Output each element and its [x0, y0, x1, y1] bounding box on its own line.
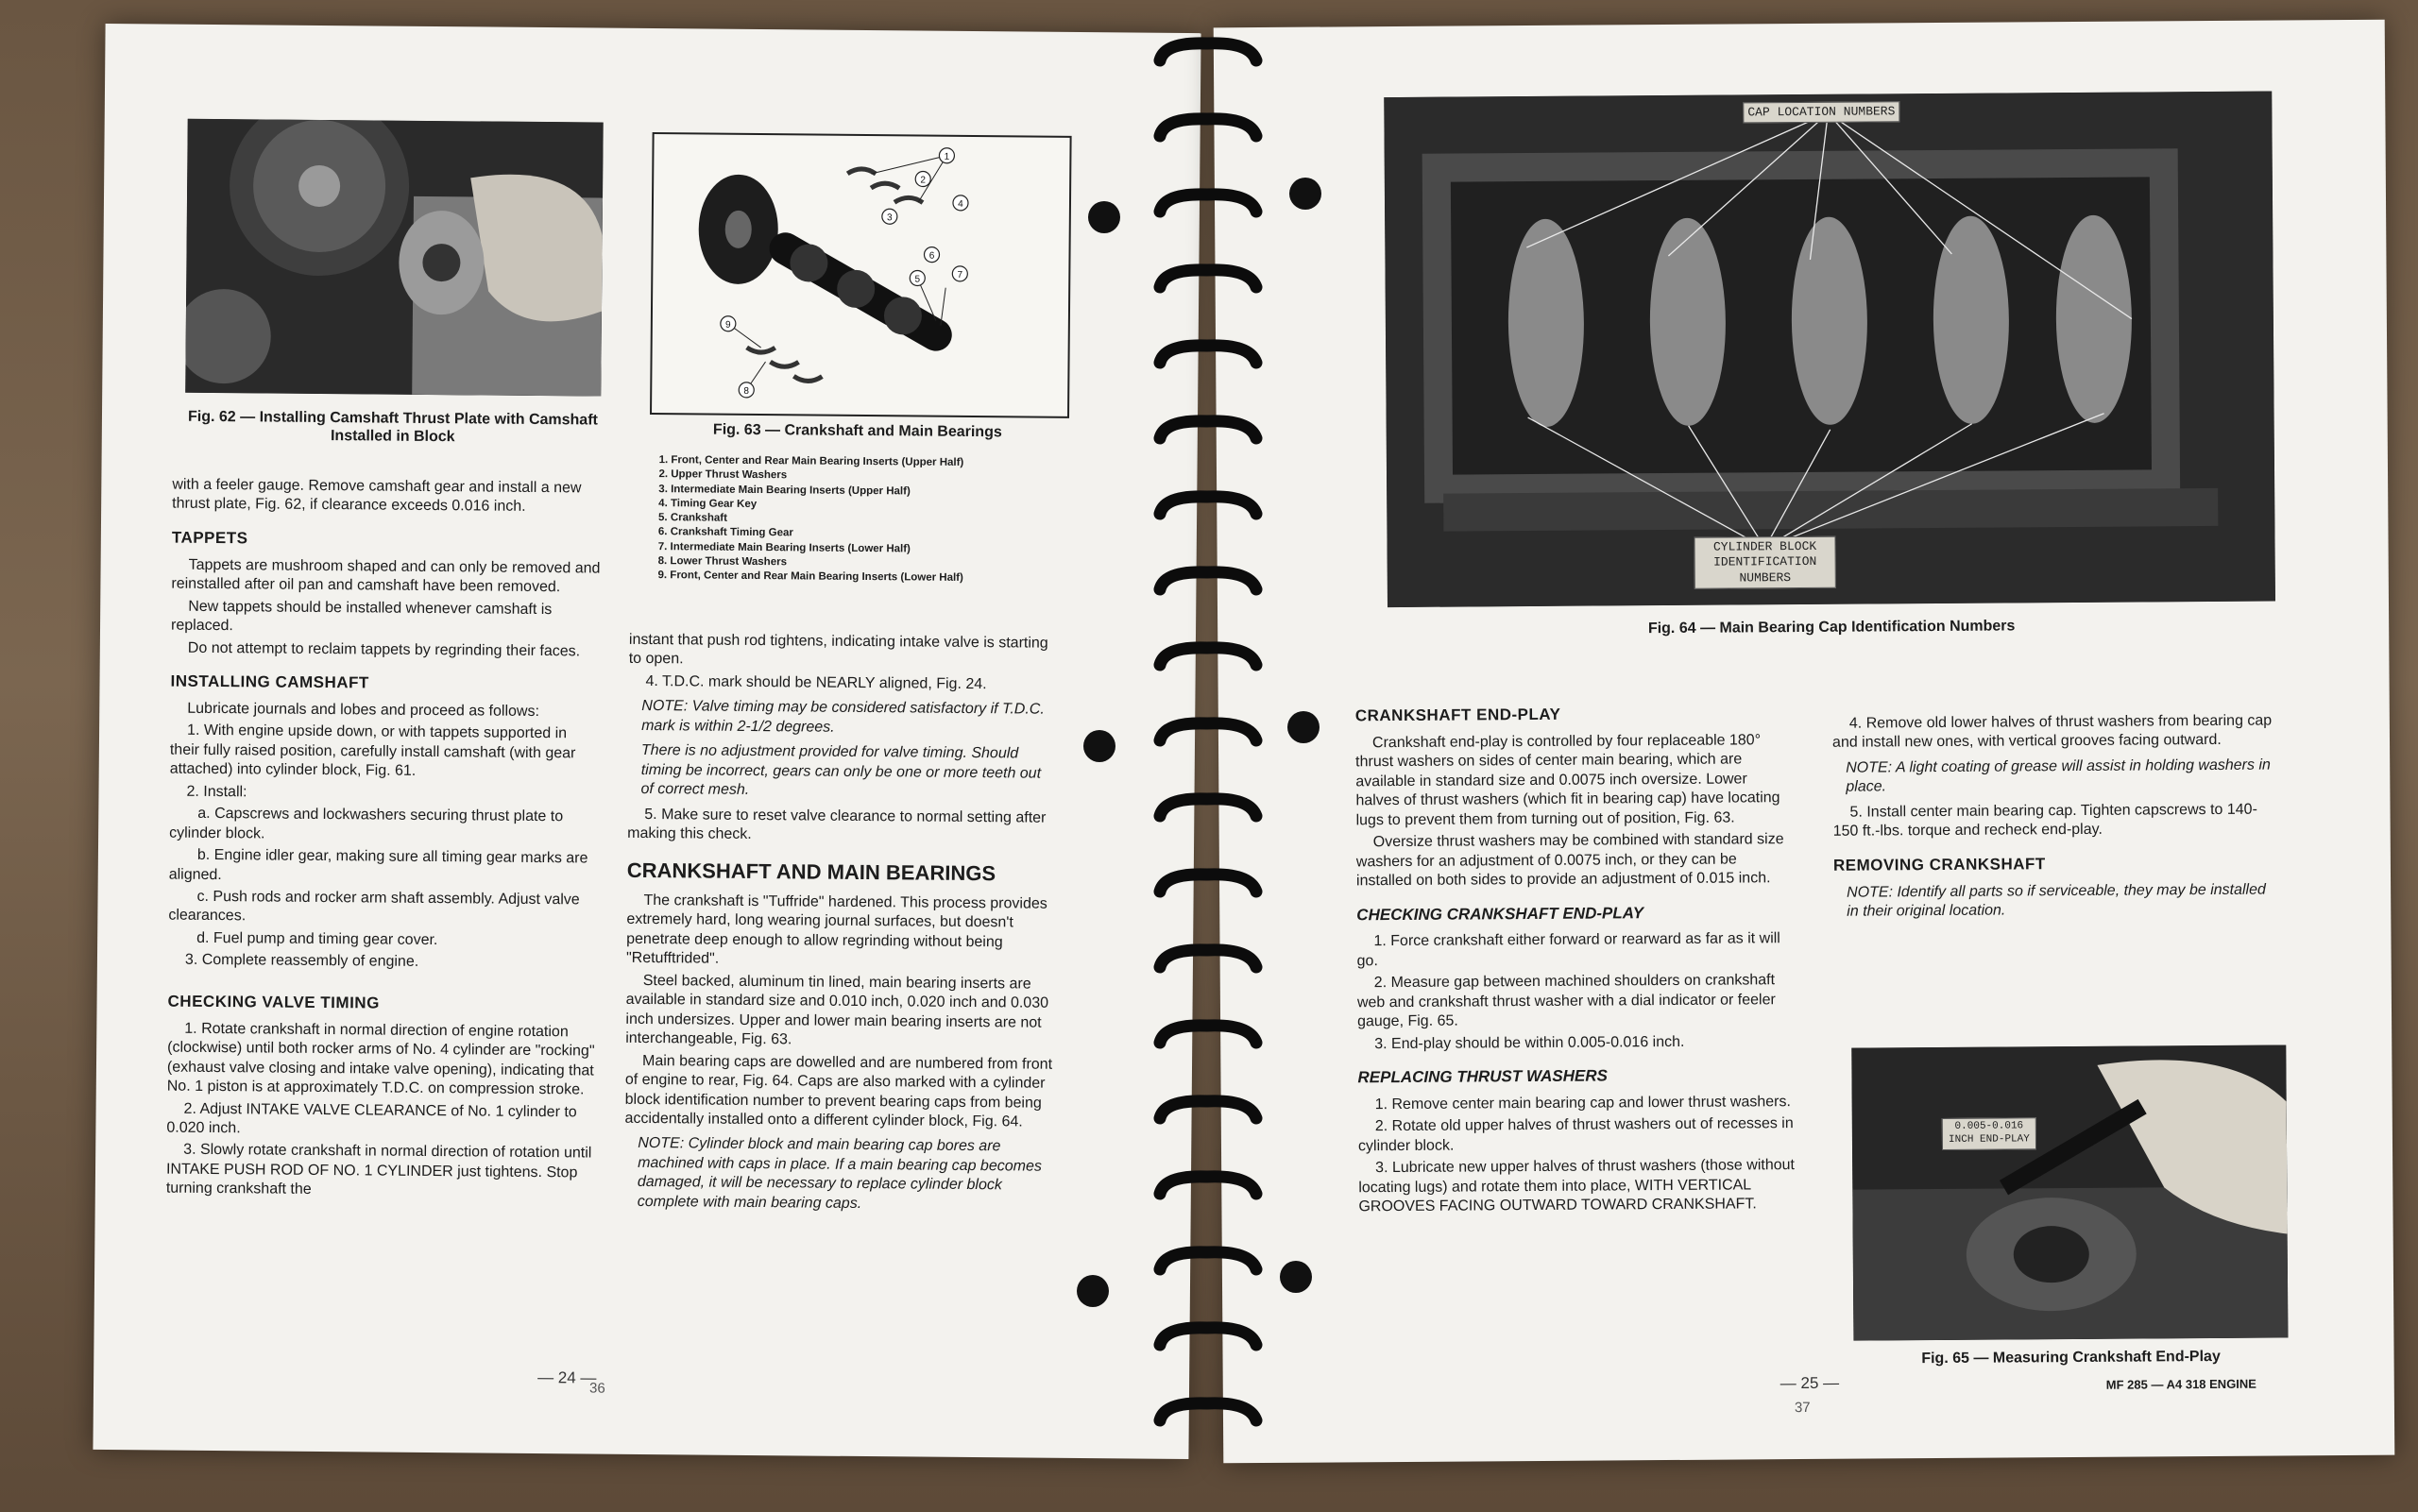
handwritten-page-number: 37: [1794, 1399, 1811, 1417]
binding-coil: [1160, 195, 1256, 212]
paragraph: Main bearing caps are dowelled and are numbered from front of engine to rear, Fig. 64. Caps are also marked with a cylinder block identification number to prevent bearing caps from being accidentally installed onto a different cylinder block, Fig. 64.: [624, 1052, 1053, 1130]
left-column-2: [624, 631, 1059, 1221]
binding-coil: [1160, 421, 1256, 438]
punch-hole: [1287, 711, 1320, 743]
paragraph: Crankshaft end-play is controlled by four replaceable 180° thrust washers on sides of center main bearing, which are available in standard size and 0.0075 inch oversize. Lower halves of thrust washers (which fit in bearing cap) have locating lugs to prevent them from turning out of position, Fig. 63.: [1355, 732, 1780, 828]
fig62-photo: [185, 119, 604, 397]
fig63-callout-9: 9: [725, 319, 731, 331]
note: NOTE: Identify all parts so if serviceable, they may be installed in their original location.: [1847, 881, 2266, 920]
fig64-caption: Fig. 64 — Main Bearing Cap Identification Numbers: [1647, 618, 2016, 637]
fig65-photo: [1851, 1045, 2288, 1340]
right-page: [1214, 20, 2395, 1464]
punch-hole: [1280, 1261, 1312, 1293]
fig64-photo: [1384, 92, 2275, 608]
binding-coil: [1160, 1252, 1256, 1269]
heading-checking-crankshaft-end-play: CHECKING CRANKSHAFT END-PLAY: [1356, 903, 1644, 924]
binding-coil: [1160, 1101, 1256, 1118]
binding-coil: [1160, 1403, 1256, 1420]
fig63-diagram: [650, 132, 1072, 418]
paragraph: instant that push rod tightens, indicating intake valve is starting to open.: [628, 631, 1048, 668]
paragraph: 4. T.D.C. mark should be NEARLY aligned, Fig. 24.: [645, 672, 987, 693]
left-page: [93, 24, 1200, 1459]
paragraph: 3. Lubricate new upper halves of thrust washers (those without locating lugs) and rotate them into place, WITH VERTICAL GROOVES FACING OUTWARD TOWARD CRANKSHAFT.: [1358, 1157, 1795, 1215]
binding-coil: [1160, 270, 1256, 287]
page-number: — 24 —: [537, 1368, 597, 1387]
fig63-callout-2: 2: [920, 175, 927, 186]
end-play-label: 0.005-0.016 INCH END-PLAY: [1942, 1117, 2036, 1149]
fig63-callout-8: 8: [743, 385, 750, 397]
end-play-measurement-illustration: [1851, 1045, 2288, 1340]
legend-item: 8. Lower Thrust Washers: [657, 555, 788, 569]
fig63-callout-3: 3: [887, 212, 893, 224]
binding-coil: [1160, 875, 1256, 892]
heading-installing-camshaft: INSTALLING CAMSHAFT: [170, 671, 369, 692]
legend-item: 1. Front, Center and Rear Main Bearing Inserts (Upper Half): [658, 454, 964, 468]
paragraph: 1. Force crankshaft either forward or rearward as far as it will go.: [1356, 930, 1780, 970]
heading-crankshaft-main-bearings: CRANKSHAFT AND MAIN BEARINGS: [626, 858, 996, 885]
fig62-caption: Fig. 62 — Installing Camshaft Thrust Plate with Camshaft Installed in Block: [187, 408, 598, 446]
paragraph: 1. With engine upside down, or with tappets supported in their fully raised position, carefully install camshaft (with gear attached) into cylinder block, Fig. 61.: [169, 722, 576, 780]
paragraph: b. Engine idler gear, making sure all timing gear marks are aligned.: [168, 846, 588, 883]
legend-item: 3. Intermediate Main Bearing Inserts (Upper Half): [658, 483, 911, 497]
paragraph: 1. Rotate crankshaft in normal direction of engine rotation (clockwise) until both rocker arms of No. 4 cylinder are "rocking" (exhaust valve closing and intake valve opening), indicating that No. 1 piston is at approximately T.D.C. on compression stroke.: [166, 1020, 595, 1098]
cylinder-block-id-label: CYLINDER BLOCK IDENTIFICATION NUMBERS: [1694, 536, 1835, 589]
heading-replacing-thrust-washers: REPLACING THRUST WASHERS: [1357, 1066, 1609, 1087]
paragraph: Do not attempt to reclaim tappets by regrinding their faces.: [187, 639, 581, 659]
legend-item: 5. Crankshaft: [658, 512, 727, 524]
binding-coil: [1160, 950, 1256, 967]
handwritten-page-number: 36: [588, 1380, 605, 1397]
punch-hole: [1083, 730, 1115, 762]
fig63-legend: [657, 453, 1074, 586]
paragraph: Steel backed, aluminum tin lined, main bearing inserts are available in standard size and 0.010 inch, 0.020 inch and 0.030 inch undersizes. Upper and lower main bearing inserts are not interchangeable, Fig. 63.: [625, 972, 1049, 1048]
fig65-caption: Fig. 65 — Measuring Crankshaft End-Play: [1921, 1348, 2221, 1368]
paragraph: The crankshaft is "Tuffride" hardened. This process provides extremely hard, long wearing journal surfaces, but doesn't penetrate deep enough to allow regrinding without being "Retufftrided".: [625, 892, 1047, 967]
paragraph: Oversize thrust washers may be combined with standard size washers for an adjustment of 0.0075 inch, or they can be installed on both sides to provide an adjustment of 0.015 inch.: [1355, 831, 1784, 890]
left-column-1: [166, 476, 603, 1206]
fig63-callout-7: 7: [957, 269, 963, 280]
fig63-callout-5: 5: [914, 274, 921, 285]
binding-coil: [1160, 799, 1256, 816]
binding-coil: [1160, 43, 1256, 60]
paragraph: 2. Install:: [186, 783, 247, 800]
legend-item: 6. Crankshaft Timing Gear: [657, 526, 793, 539]
binding-coils: [1141, 28, 1273, 1502]
note: There is no adjustment provided for valve timing. Should timing be incorrect, gears can only be one or more teeth out of correct mesh.: [640, 742, 1042, 799]
right-column-2: [1832, 712, 2278, 928]
heading-removing-crankshaft: REMOVING CRANKSHAFT: [1832, 855, 2046, 875]
note: NOTE: A light coating of grease will assist in holding washers in place.: [1846, 756, 2271, 796]
page-number: — 25 —: [1779, 1373, 1840, 1393]
paragraph: 3. Slowly rotate crankshaft in normal direction of rotation until INTAKE PUSH ROD OF NO. 1 CYLINDER just tightens. Stop turning crankshaft the: [165, 1142, 592, 1198]
paragraph: 5. Install center main bearing cap. Tighten capscrews to 140-150 ft.-lbs. torque and recheck end-play.: [1832, 801, 2257, 841]
binding-coil: [1160, 1177, 1256, 1194]
punch-hole: [1088, 201, 1120, 233]
paragraph: 3. End-play should be within 0.005-0.016 inch.: [1374, 1033, 1685, 1052]
paragraph: 2. Adjust INTAKE VALVE CLEARANCE of No. 1 cylinder to 0.020 inch.: [166, 1100, 577, 1137]
note: NOTE: Cylinder block and main bearing cap bores are machined with caps in place. If a main bearing cap becomes damaged, it will be necessary to replace cylinder block complete with main bearing caps.: [637, 1135, 1042, 1212]
punch-hole: [1289, 178, 1321, 210]
heading-tappets: TAPPETS: [171, 528, 248, 548]
paragraph: New tappets should be installed whenever camshaft is replaced.: [170, 598, 553, 635]
fig63-callout-4: 4: [958, 198, 963, 210]
engine-block-illustration: [1384, 92, 2275, 608]
cap-location-label: CAP LOCATION NUMBERS: [1743, 101, 1899, 123]
binding-coil: [1160, 1328, 1256, 1345]
note: NOTE: Valve timing may be considered satisfactory if T.D.C. mark is within 2-1/2 degrees.: [641, 698, 1045, 736]
manual-footer: MF 285 — A4 318 ENGINE: [2105, 1376, 2256, 1392]
paragraph: c. Push rods and rocker arm shaft assembly. Adjust valve clearances.: [168, 888, 580, 925]
fig63-caption: Fig. 63 — Crankshaft and Main Bearings: [712, 421, 1002, 441]
paragraph: with a feeler gauge. Remove camshaft gear and install a new thrust plate, Fig. 62, if clearance exceeds 0.016 inch.: [172, 476, 582, 516]
paragraph: 4. Remove old lower halves of thrust washers from bearing cap and install new ones, with vertical grooves facing outward.: [1831, 712, 2273, 752]
paragraph: a. Capscrews and lockwashers securing thrust plate to cylinder block.: [169, 805, 564, 842]
paragraph: 2. Measure gap between machined shoulders on crankshaft web and crankshaft thrust washer with a dial indicator or feeler gauge, Fig. 65.: [1356, 972, 1776, 1030]
paragraph: 1. Remove center main bearing cap and lower thrust washers.: [1374, 1093, 1791, 1113]
paragraph: 2. Rotate old upper halves of thrust washers out of recesses in cylinder block.: [1357, 1115, 1794, 1155]
paragraph: d. Fuel pump and timing gear cover.: [196, 929, 438, 949]
legend-item: 2. Upper Thrust Washers: [658, 468, 788, 482]
binding-coil: [1160, 1026, 1256, 1043]
binding-coil: [1160, 119, 1256, 136]
camshaft-photo-illustration: [185, 119, 604, 397]
punch-hole: [1077, 1275, 1109, 1307]
paragraph: Tappets are mushroom shaped and can only be removed and reinstalled after oil pan and camshaft have been removed.: [171, 556, 601, 596]
paragraph: 3. Complete reassembly of engine.: [184, 952, 419, 971]
legend-item: 7. Intermediate Main Bearing Inserts (Lower Half): [657, 540, 911, 555]
legend-item: 9. Front, Center and Rear Main Bearing Inserts (Lower Half): [657, 569, 963, 585]
spiral-binding: [1141, 28, 1273, 1502]
heading-checking-valve-timing: CHECKING VALVE TIMING: [167, 992, 380, 1012]
fig63-callout-6: 6: [928, 250, 935, 262]
right-column-1: [1355, 689, 1798, 1220]
fig63-callout-1: 1: [944, 151, 950, 162]
binding-coil: [1160, 497, 1256, 514]
binding-coil: [1160, 572, 1256, 589]
paragraph: Lubricate journals and lobes and proceed as follows:: [187, 700, 540, 720]
paragraph: 5. Make sure to reset valve clearance to normal setting after making this check.: [627, 806, 1047, 843]
binding-coil: [1160, 648, 1256, 665]
binding-coil: [1160, 723, 1256, 740]
binding-coil: [1160, 346, 1256, 363]
legend-item: 4. Timing Gear Key: [658, 497, 758, 510]
heading-crankshaft-end-play: CRANKSHAFT END-PLAY: [1354, 705, 1561, 725]
